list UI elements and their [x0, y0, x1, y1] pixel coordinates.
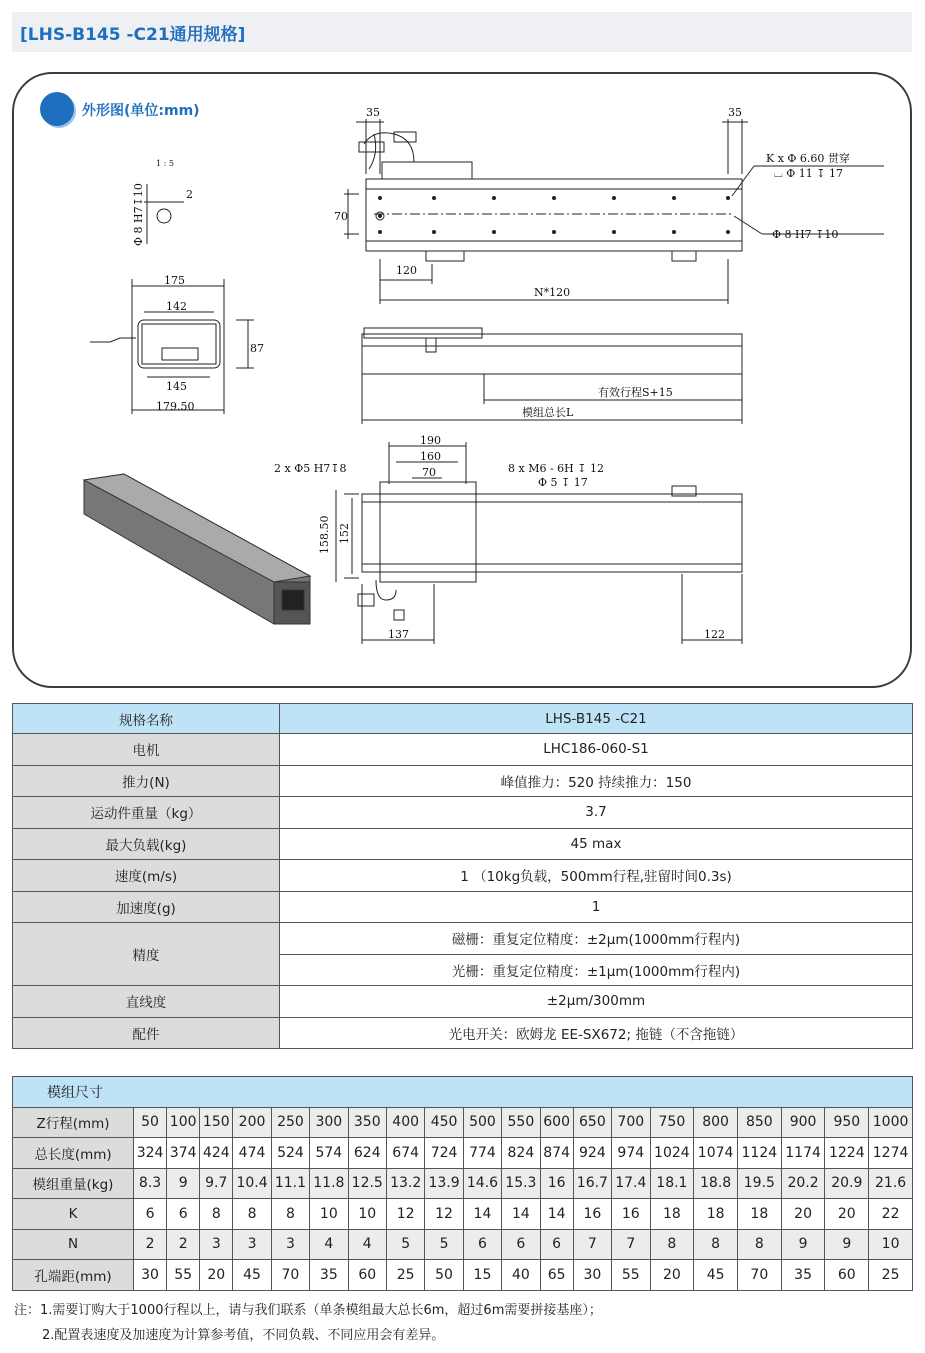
spec-key: 精度	[13, 923, 280, 986]
dimensions-cell: 774	[463, 1138, 501, 1169]
spec-value: 1 （10kg负载，500mm行程,驻留时间0.3s)	[280, 860, 913, 892]
dimensions-row-label: N	[13, 1229, 134, 1260]
dimensions-cell: 6	[167, 1199, 200, 1230]
dimensions-cell: 2	[134, 1229, 167, 1260]
dimensions-cell: 18.8	[694, 1168, 738, 1199]
top-view-body	[366, 179, 742, 251]
dimensions-cell: 17.4	[612, 1168, 650, 1199]
dimensions-cell: 200	[233, 1107, 271, 1138]
dimensions-cell: 55	[167, 1260, 200, 1291]
spec-value: 光电开关：欧姆龙 EE-SX672; 拖链（不含拖链）	[280, 1017, 913, 1049]
dimensions-cell: 20.2	[781, 1168, 825, 1199]
dimensions-cell: 20	[825, 1199, 869, 1230]
dim-175: 175	[164, 274, 185, 287]
dim-phi8-vertical: Φ 8 H7↧10	[132, 183, 145, 246]
dimensions-row-label: 模组重量(kg)	[13, 1168, 134, 1199]
spec-value: 1	[280, 891, 913, 923]
notes	[14, 1298, 602, 1348]
spec-value: 3.7	[280, 797, 913, 829]
dimensions-cell: 9	[781, 1229, 825, 1260]
spec-key: 推力(N)	[13, 765, 280, 797]
dimensions-cell: 25	[869, 1260, 913, 1291]
dimensions-cell: 1274	[869, 1138, 913, 1169]
dimensions-cell: 6	[502, 1229, 540, 1260]
dimensions-cell: 6	[134, 1199, 167, 1230]
dimensions-cell: 574	[310, 1138, 348, 1169]
dimensions-cell: 18	[737, 1199, 781, 1230]
dimensions-cell: 8	[694, 1229, 738, 1260]
dimensions-cell: 8	[737, 1229, 781, 1260]
section-label: 外形图(单位:mm)	[82, 103, 200, 119]
dimensions-cell: 674	[386, 1138, 424, 1169]
spec-row	[13, 986, 913, 1018]
dimensions-cell: 13.2	[386, 1168, 424, 1199]
dimensions-cell: 350	[348, 1107, 386, 1138]
spec-key: 配件	[13, 1017, 280, 1049]
dimensions-cell: 1000	[869, 1107, 913, 1138]
dimensions-cell: 60	[348, 1260, 386, 1291]
dimensions-header: 模组尺寸	[13, 1077, 913, 1108]
dimensions-cell: 22	[869, 1199, 913, 1230]
spec-key: 最大负载(kg)	[13, 828, 280, 860]
dimensions-row	[13, 1107, 913, 1138]
spec-key: 速度(m/s)	[13, 860, 280, 892]
dimensions-cell: 18.1	[650, 1168, 694, 1199]
dimensions-cell: 30	[134, 1260, 167, 1291]
dimensions-cell: 50	[425, 1260, 463, 1291]
dimensions-row	[13, 1168, 913, 1199]
dimensions-cell: 7	[573, 1229, 611, 1260]
dimensions-row-label: 总长度(mm)	[13, 1138, 134, 1169]
spec-value: 峰值推力：520 持续推力：150	[280, 765, 913, 797]
dim-158-50: 158.50	[318, 515, 331, 554]
dim-160: 160	[420, 450, 441, 463]
dim-142: 142	[166, 300, 187, 313]
spec-row	[13, 765, 913, 797]
spec-table	[12, 703, 913, 1049]
dimensions-cell: 1024	[650, 1138, 694, 1169]
dimensions-cell: 20.9	[825, 1168, 869, 1199]
dimensions-cell: 15.3	[502, 1168, 540, 1199]
dimensions-cell: 50	[134, 1107, 167, 1138]
dimensions-cell: 900	[781, 1107, 825, 1138]
dimensions-cell: 70	[271, 1260, 309, 1291]
page-title: [LHS-B145 -C21通用规格]	[20, 25, 246, 45]
dimensions-cell: 11.1	[271, 1168, 309, 1199]
dimensions-cell: 824	[502, 1138, 540, 1169]
dimensions-cell: 45	[694, 1260, 738, 1291]
dimensions-cell: 5	[386, 1229, 424, 1260]
dimensions-cell: 1174	[781, 1138, 825, 1169]
dimensions-cell: 16	[540, 1168, 573, 1199]
dimensions-cell: 9.7	[200, 1168, 233, 1199]
dim-scale: 1 : 5	[156, 159, 174, 168]
dim-145: 145	[166, 380, 187, 393]
dimensions-cell: 400	[386, 1107, 424, 1138]
dimensions-row-label: 孔端距(mm)	[13, 1260, 134, 1291]
dimensions-cell: 6	[540, 1229, 573, 1260]
dimensions-cell: 10.4	[233, 1168, 271, 1199]
spec-value: LHC186-060-S1	[280, 734, 913, 766]
dimensions-cell: 3	[200, 1229, 233, 1260]
spec-row	[13, 704, 913, 734]
dim-35-right: 35	[728, 106, 742, 119]
dimensions-cell: 374	[167, 1138, 200, 1169]
dimensions-cell: 924	[573, 1138, 611, 1169]
dim-phi8: Φ 8 H7 ↧10	[772, 228, 839, 241]
dimensions-cell: 850	[737, 1107, 781, 1138]
dimensions-table	[12, 1076, 913, 1291]
dimensions-cell: 1224	[825, 1138, 869, 1169]
dimensions-cell: 14	[502, 1199, 540, 1230]
dimensions-cell: 12	[386, 1199, 424, 1230]
dimensions-cell: 474	[233, 1138, 271, 1169]
spec-row	[13, 797, 913, 829]
dimensions-cell: 7	[612, 1229, 650, 1260]
dimensions-cell: 16.7	[573, 1168, 611, 1199]
dimensions-cell: 16	[573, 1199, 611, 1230]
dim-70: 70	[334, 210, 348, 223]
dimensions-cell: 60	[825, 1260, 869, 1291]
dim-122: 122	[704, 628, 725, 641]
spec-key: 电机	[13, 734, 280, 766]
dimensions-cell: 9	[825, 1229, 869, 1260]
dimensions-cell: 624	[348, 1138, 386, 1169]
dimensions-row	[13, 1229, 913, 1260]
dimensions-cell: 700	[612, 1107, 650, 1138]
dimensions-row	[13, 1260, 913, 1291]
dimensions-cell: 12	[425, 1199, 463, 1230]
dimensions-cell: 30	[573, 1260, 611, 1291]
spec-key: 加速度(g)	[13, 891, 280, 923]
dimensions-cell: 600	[540, 1107, 573, 1138]
dimensions-cell: 20	[781, 1199, 825, 1230]
dimensions-header-row	[13, 1077, 913, 1108]
dimensions-cell: 500	[463, 1107, 501, 1138]
title-bar	[12, 12, 912, 52]
dim-87: 87	[250, 342, 264, 355]
spec-key: 规格名称	[13, 704, 280, 734]
spec-row	[13, 828, 913, 860]
dimensions-cell: 21.6	[869, 1168, 913, 1199]
dimensions-cell: 4	[310, 1229, 348, 1260]
dimensions-cell: 6	[463, 1229, 501, 1260]
dimensions-cell: 16	[612, 1199, 650, 1230]
dimensions-cell: 1124	[737, 1138, 781, 1169]
note-2: 2.配置表速度及加速度为计算参考值，不同负载、不同应用会有差异。	[42, 1328, 445, 1343]
dim-190: 190	[420, 434, 441, 447]
dimensions-cell: 724	[425, 1138, 463, 1169]
spec-row	[13, 891, 913, 923]
dimensions-cell: 10	[310, 1199, 348, 1230]
dimensions-cell: 20	[200, 1260, 233, 1291]
dimensions-cell: 14	[463, 1199, 501, 1230]
dimensions-cell: 150	[200, 1107, 233, 1138]
dim-70-carriage: 70	[422, 466, 436, 479]
dimensions-cell: 3	[271, 1229, 309, 1260]
dimensions-cell: 2	[167, 1229, 200, 1260]
dimensions-cell: 65	[540, 1260, 573, 1291]
dimensions-cell: 10	[869, 1229, 913, 1260]
dimensions-cell: 800	[694, 1107, 738, 1138]
dimensions-cell: 874	[540, 1138, 573, 1169]
dimensions-cell: 974	[612, 1138, 650, 1169]
spec-value: LHS-B145 -C21	[280, 704, 913, 734]
dimensions-cell: 45	[233, 1260, 271, 1291]
dimensions-cell: 11.8	[310, 1168, 348, 1199]
spec-value: ±2μm/300mm	[280, 986, 913, 1018]
spec-key: 直线度	[13, 986, 280, 1018]
dimensions-row-label: K	[13, 1199, 134, 1230]
dim-m6-holes: 8 x M6 - 6H ↧ 12	[508, 462, 604, 475]
dimensions-cell: 650	[573, 1107, 611, 1138]
dimensions-cell: 424	[200, 1138, 233, 1169]
spec-row	[13, 1017, 913, 1049]
dim-2: 2	[186, 188, 193, 201]
dimensions-cell: 14.6	[463, 1168, 501, 1199]
dimensions-cell: 8	[271, 1199, 309, 1230]
dimensions-row	[13, 1199, 913, 1230]
dimensions-cell: 8	[650, 1229, 694, 1260]
dimensions-row	[13, 1138, 913, 1169]
dimensions-cell: 14	[540, 1199, 573, 1230]
dimensions-cell: 35	[781, 1260, 825, 1291]
dimensions-cell: 19.5	[737, 1168, 781, 1199]
spec-row	[13, 923, 913, 955]
dimensions-cell: 70	[737, 1260, 781, 1291]
dim-35-left: 35	[366, 106, 380, 119]
dimensions-row-label: Z行程(mm)	[13, 1107, 134, 1138]
dimensions-cell: 3	[233, 1229, 271, 1260]
dimensions-cell: 324	[134, 1138, 167, 1169]
dim-k-holes: K x Φ 6.60 贯穿	[766, 152, 850, 165]
dim-n120: N*120	[534, 286, 571, 299]
dimensions-cell: 8	[233, 1199, 271, 1230]
dim-dowel-holes: 2 x Φ5 H7↧8	[274, 462, 347, 475]
spec-row	[13, 734, 913, 766]
dimensions-cell: 450	[425, 1107, 463, 1138]
dim-total-length: 模组总长L	[522, 406, 574, 419]
dimensions-cell: 5	[425, 1229, 463, 1260]
note-1: 注：1.需要订购大于1000行程以上，请与我们联系（单条模组最大总长6m，超过6m需要拼接基座）；	[14, 1303, 602, 1318]
dim-counterbore: ⌴ Φ 11 ↧ 17	[774, 167, 844, 180]
dimensions-cell: 20	[650, 1260, 694, 1291]
dimensions-cell: 55	[612, 1260, 650, 1291]
dimensions-cell: 15	[463, 1260, 501, 1291]
dimensions-cell: 250	[271, 1107, 309, 1138]
dim-137: 137	[388, 628, 409, 641]
dimensions-cell: 12.5	[348, 1168, 386, 1199]
dimensions-cell: 13.9	[425, 1168, 463, 1199]
dimensions-cell: 40	[502, 1260, 540, 1291]
dimensions-cell: 550	[502, 1107, 540, 1138]
dimensions-cell: 9	[167, 1168, 200, 1199]
dimensions-cell: 300	[310, 1107, 348, 1138]
technical-drawing	[14, 74, 910, 686]
spec-key: 运动件重量（kg）	[13, 797, 280, 829]
dimensions-cell: 18	[694, 1199, 738, 1230]
dimensions-cell: 950	[825, 1107, 869, 1138]
dimensions-cell: 18	[650, 1199, 694, 1230]
dimensions-cell: 750	[650, 1107, 694, 1138]
spec-value: 磁栅：重复定位精度：±2μm(1000mm行程内)	[280, 923, 913, 955]
dim-effective-stroke: 有效行程S+15	[598, 386, 673, 399]
dim-m6-depth: Φ 5 ↧ 17	[538, 476, 588, 489]
dimensions-cell: 10	[348, 1199, 386, 1230]
dimensions-cell: 4	[348, 1229, 386, 1260]
dimensions-cell: 1074	[694, 1138, 738, 1169]
spec-value: 光栅：重复定位精度：±1μm(1000mm行程内)	[280, 954, 913, 986]
dimensions-cell: 35	[310, 1260, 348, 1291]
spec-value: 45 max	[280, 828, 913, 860]
dimensions-cell: 524	[271, 1138, 309, 1169]
spec-row	[13, 860, 913, 892]
dim-179-50: 179.50	[156, 400, 195, 413]
dim-152: 152	[338, 523, 351, 544]
dim-120: 120	[396, 264, 417, 277]
dimensions-cell: 100	[167, 1107, 200, 1138]
dimensions-cell: 8	[200, 1199, 233, 1230]
dimensions-cell: 8.3	[134, 1168, 167, 1199]
dimensions-cell: 25	[386, 1260, 424, 1291]
